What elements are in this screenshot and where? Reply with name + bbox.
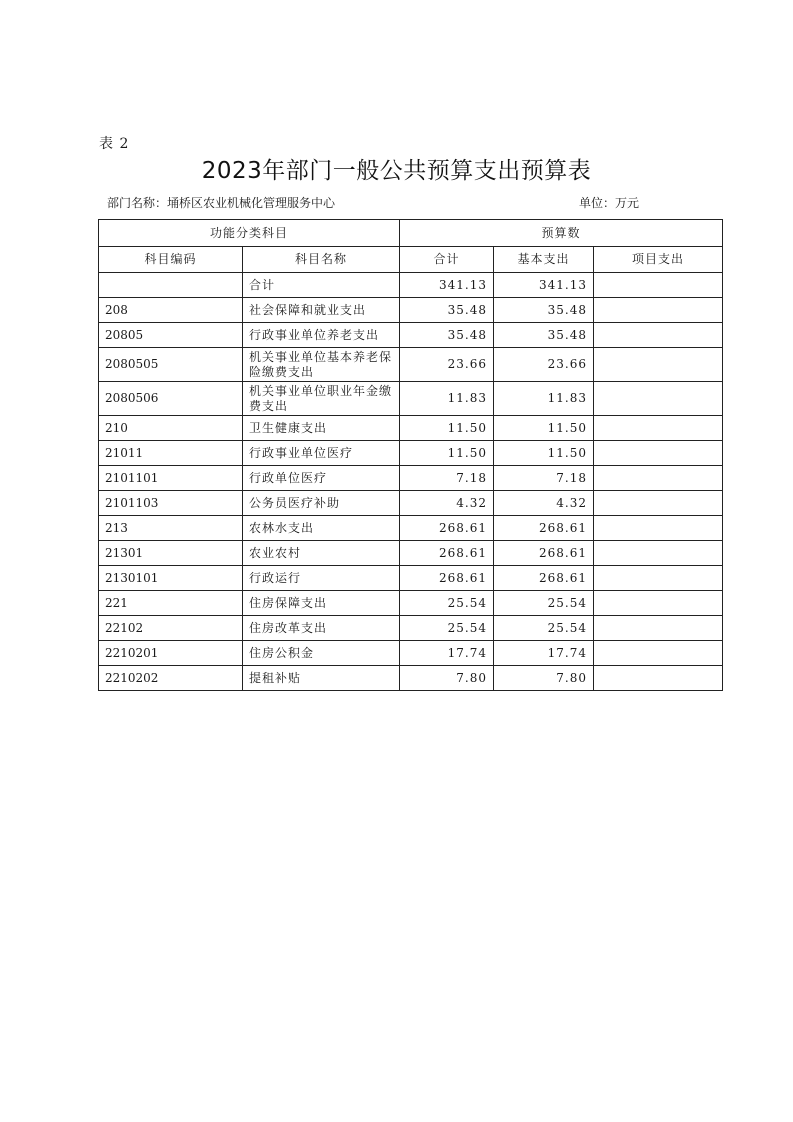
cell-code: 210 [99,416,243,441]
cell-basic: 7.18 [494,466,594,491]
header-subject-code: 科目编码 [99,247,243,273]
table-row [99,616,723,641]
header-project-expense: 项目支出 [594,247,723,273]
table-row [99,416,723,441]
table-row [99,541,723,566]
cell-total: 25.54 [400,616,494,641]
cell-project [594,641,723,666]
cell-name: 行政运行 [243,566,400,591]
cell-name: 农业农村 [243,541,400,566]
cell-project [594,541,723,566]
table-row [99,566,723,591]
table-row [99,323,723,348]
meta-row [99,194,721,210]
cell-basic: 268.61 [494,516,594,541]
cell-project [594,323,723,348]
cell-basic: 268.61 [494,566,594,591]
cell-total: 25.54 [400,591,494,616]
cell-name: 住房公积金 [243,641,400,666]
cell-basic: 23.66 [494,348,594,382]
cell-project [594,382,723,416]
cell-code: 2101101 [99,466,243,491]
cell-project [594,516,723,541]
cell-name: 提租补贴 [243,666,400,691]
cell-code: 21011 [99,441,243,466]
cell-code: 2101103 [99,491,243,516]
cell-name: 农林水支出 [243,516,400,541]
cell-project [594,348,723,382]
department-label: 部门名称：埇桥区农业机械化管理服务中心 [107,196,336,210]
header-row-group [99,220,723,247]
cell-code: 221 [99,591,243,616]
header-subject-name: 科目名称 [243,247,400,273]
cell-total: 341.13 [400,273,494,298]
cell-total: 268.61 [400,516,494,541]
cell-code: 2130101 [99,566,243,591]
table-row [99,591,723,616]
cell-basic: 25.54 [494,616,594,641]
table-row [99,491,723,516]
cell-basic: 35.48 [494,298,594,323]
cell-code: 20805 [99,323,243,348]
header-row-columns [99,247,723,273]
cell-code: 2210201 [99,641,243,666]
cell-name: 合计 [243,273,400,298]
cell-code: 2080505 [99,348,243,382]
cell-name: 住房保障支出 [243,591,400,616]
cell-total: 17.74 [400,641,494,666]
cell-total: 268.61 [400,541,494,566]
table-row [99,273,723,298]
cell-project [594,416,723,441]
table-row [99,298,723,323]
table-row [99,382,723,416]
cell-project [594,566,723,591]
cell-code: 21301 [99,541,243,566]
cell-total: 7.18 [400,466,494,491]
cell-project [594,273,723,298]
cell-total: 4.32 [400,491,494,516]
cell-name: 机关事业单位基本养老保险缴费支出 [243,348,400,382]
table-row [99,348,723,382]
cell-name: 行政单位医疗 [243,466,400,491]
cell-name: 住房改革支出 [243,616,400,641]
cell-basic: 11.83 [494,382,594,416]
cell-basic: 35.48 [494,323,594,348]
cell-basic: 17.74 [494,641,594,666]
table-row [99,641,723,666]
cell-project [594,298,723,323]
page-title: 2023年部门一般公共预算支出预算表 [201,158,592,184]
cell-code: 2080506 [99,382,243,416]
cell-name: 机关事业单位职业年金缴费支出 [243,382,400,416]
cell-project [594,591,723,616]
cell-total: 11.50 [400,441,494,466]
cell-name: 卫生健康支出 [243,416,400,441]
header-budget-amount: 预算数 [400,220,723,247]
cell-total: 268.61 [400,566,494,591]
header-basic-expense: 基本支出 [494,247,594,273]
cell-code: 208 [99,298,243,323]
cell-name: 公务员医疗补助 [243,491,400,516]
cell-total: 7.80 [400,666,494,691]
cell-project [594,666,723,691]
cell-name: 行政事业单位医疗 [243,441,400,466]
table-row [99,441,723,466]
cell-code: 2210202 [99,666,243,691]
cell-basic: 268.61 [494,541,594,566]
header-functional-class: 功能分类科目 [99,220,400,247]
table-label: 表 2 [99,136,130,152]
table-row [99,666,723,691]
cell-project [594,491,723,516]
cell-total: 23.66 [400,348,494,382]
header-total: 合计 [400,247,494,273]
cell-basic: 7.80 [494,666,594,691]
table-row [99,466,723,491]
cell-name: 社会保障和就业支出 [243,298,400,323]
unit-label: 单位：万元 [579,196,640,210]
cell-total: 35.48 [400,323,494,348]
cell-total: 11.83 [400,382,494,416]
cell-total: 35.48 [400,298,494,323]
cell-name: 行政事业单位养老支出 [243,323,400,348]
cell-basic: 25.54 [494,591,594,616]
cell-project [594,441,723,466]
budget-table [98,219,723,691]
cell-project [594,616,723,641]
cell-code [99,273,243,298]
cell-code: 213 [99,516,243,541]
table-row [99,516,723,541]
cell-code: 22102 [99,616,243,641]
cell-basic: 11.50 [494,441,594,466]
cell-basic: 11.50 [494,416,594,441]
cell-total: 11.50 [400,416,494,441]
cell-project [594,466,723,491]
cell-basic: 341.13 [494,273,594,298]
cell-basic: 4.32 [494,491,594,516]
